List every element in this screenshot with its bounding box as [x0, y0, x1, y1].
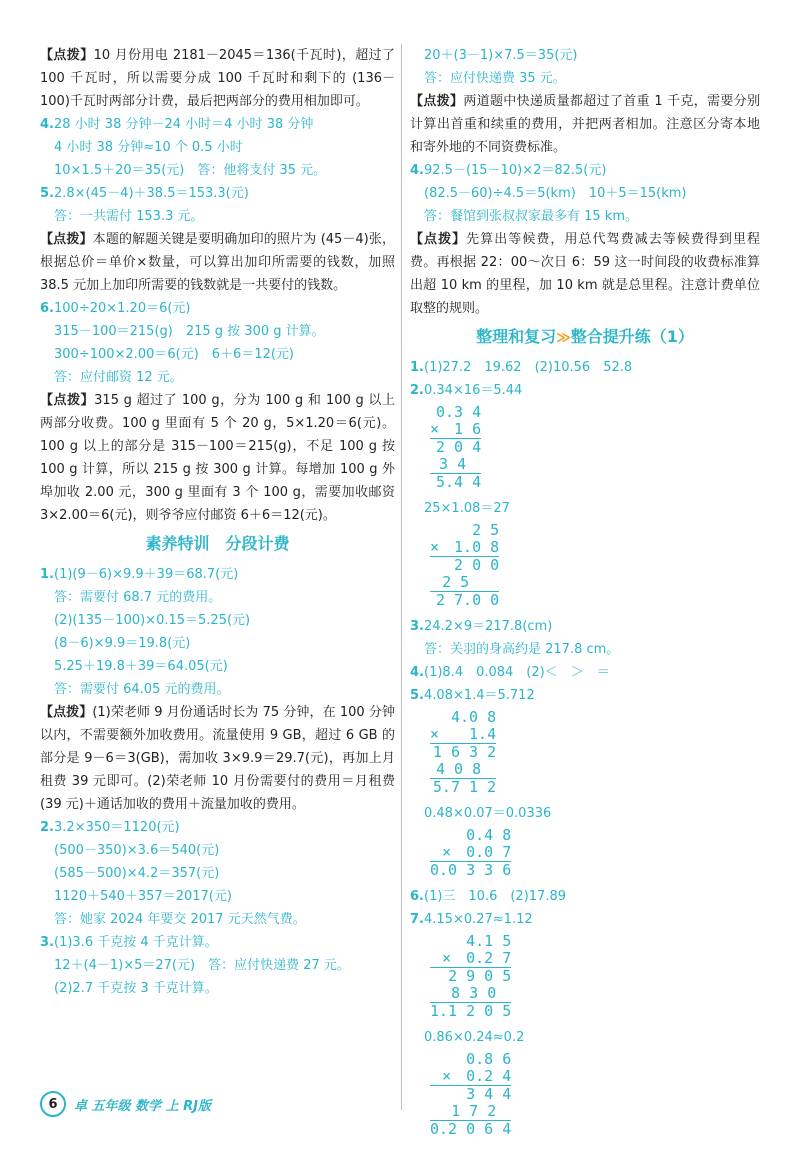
section-heading — [410, 322, 760, 352]
calc-row: 2 0 4 — [435, 438, 482, 456]
answer-line — [40, 839, 395, 862]
answer-text: 24.2×9＝217.8(cm) — [424, 619, 553, 634]
answer-line — [40, 678, 395, 701]
answer-text: (1)27.2 19.62 (2)10.56 52.8 — [424, 360, 633, 375]
tip-label: 【点拨】 — [40, 48, 94, 63]
answer-line — [40, 908, 395, 931]
right-column — [410, 44, 760, 1144]
heading-text: 整理和复习 — [476, 327, 557, 346]
calc-row: × 1.0 8 — [430, 538, 500, 556]
heading-subtext: 整合提升练（1） — [570, 327, 694, 346]
answer-line — [40, 816, 395, 839]
calc-row: × 0.0 7 — [430, 844, 511, 862]
vertical-calculation — [430, 933, 760, 1020]
calc-block — [430, 522, 499, 609]
answer-line — [40, 632, 395, 655]
answer-text: 92.5－(15－10)×2＝82.5(元) — [424, 163, 607, 178]
tip-text: (1)荣老师 9 月份通话时长为 75 分钟，在 100 分钟以内，不需要额外加收费用。流量使用 9 GB，超过 6 GB 的部分是 9－6＝3(GB)，需加收 3×9.9＝29.7(元)，再加上月租费 39 元即可。(2)荣老师 10 月份需要付的费用＝月租费(39 元)＋通话加收的费用＋流量加收的费用。 — [40, 705, 395, 812]
tip-paragraph — [40, 44, 395, 113]
calc-row: 4 0 8 — [430, 761, 496, 779]
answer-line — [410, 182, 760, 205]
calc-block — [430, 827, 511, 879]
tip-label: 【点拨】 — [40, 232, 93, 247]
answer-text: (500－350)×3.6＝540(元) — [54, 843, 220, 858]
question-number: 4. — [410, 163, 424, 178]
answer-text: 300÷100×2.00＝6(元) 6＋6＝12(元) — [54, 347, 294, 362]
calc-row: 4.1 5 — [466, 932, 512, 950]
answer-text: 20＋(3－1)×7.5＝35(元) — [424, 48, 578, 63]
tip-label: 【点拨】 — [40, 705, 93, 720]
answer-text: (8－6)×9.9＝19.8(元) — [54, 636, 191, 651]
answer-line — [40, 320, 395, 343]
calc-row: × 0.2 7 — [430, 950, 511, 968]
answer-line — [40, 205, 395, 228]
tip-paragraph — [410, 228, 760, 320]
page-footer — [40, 1092, 211, 1116]
answer-line — [410, 67, 760, 90]
tip-label: 【点拨】 — [410, 94, 464, 109]
answer-line — [410, 615, 760, 638]
tip-paragraph — [40, 701, 395, 816]
answer-line — [40, 977, 395, 1000]
answer-text: 答：需要付 68.7 元的费用。 — [54, 590, 222, 605]
answer-line — [410, 1026, 760, 1049]
answer-line — [40, 182, 395, 205]
answer-line — [410, 802, 760, 825]
answer-line — [410, 356, 760, 379]
book-brand: 卓 五年级 数学 上 RJ版 — [74, 1098, 211, 1114]
tip-paragraph — [410, 90, 760, 159]
calc-row: 1 7 2 — [430, 1103, 511, 1121]
calc-row: 0.2 0 6 4 — [430, 1120, 512, 1138]
tip-label: 【点拨】 — [40, 393, 95, 408]
vertical-calculation — [430, 522, 760, 609]
answer-line — [410, 44, 760, 67]
answer-line — [40, 113, 395, 136]
question-number: 6. — [410, 889, 424, 904]
question-number: 7. — [410, 912, 424, 927]
tip-label: 【点拨】 — [410, 232, 467, 247]
calc-row: × 0.2 4 — [430, 1068, 511, 1086]
question-number: 6. — [40, 301, 54, 316]
calc-row: 2 9 0 5 — [448, 967, 512, 985]
question-number: 5. — [410, 688, 424, 703]
question-number: 4. — [40, 117, 54, 132]
answer-text: (585－500)×4.2＝357(元) — [54, 866, 220, 881]
answer-text: 0.48×0.07＝0.0336 — [424, 806, 552, 821]
calc-row: 5.4 4 — [435, 473, 482, 491]
answer-line — [40, 609, 395, 632]
answer-line — [410, 908, 760, 931]
answer-text: 28 小时 38 分钟－24 小时＝4 小时 38 分钟 — [54, 117, 314, 132]
question-number: 2. — [40, 820, 54, 835]
calc-row: 1 6 3 2 — [432, 743, 497, 761]
calc-row: 0.4 8 — [466, 826, 512, 844]
answer-line — [410, 159, 760, 182]
calc-row: 4.0 8 — [450, 708, 497, 726]
answer-text: (1)三 10.6 (2)17.89 — [424, 889, 566, 904]
left-column — [40, 44, 395, 1000]
answer-text: 4 小时 38 分钟≈10 个 0.5 小时 — [54, 140, 243, 155]
calc-block — [430, 404, 481, 491]
question-number: 5. — [40, 186, 54, 201]
calc-row: 3 4 4 — [466, 1085, 512, 1103]
calc-block — [430, 709, 496, 796]
question-number: 4. — [410, 665, 424, 680]
answer-line — [40, 586, 395, 609]
answer-line — [410, 379, 760, 402]
calc-row: 2 7.0 0 — [435, 591, 500, 609]
answer-text: 10×1.5＋20＝35(元) 答：他将支付 35 元。 — [54, 163, 327, 178]
answer-line — [40, 885, 395, 908]
answer-text: 答：她家 2024 年要交 2017 元天然气费。 — [54, 912, 306, 927]
vertical-calculation — [430, 827, 760, 879]
calc-row: 2 0 0 — [454, 556, 500, 574]
page-number: 6 — [40, 1091, 66, 1117]
answer-text: 答：关羽的身高约是 217.8 cm。 — [424, 642, 620, 657]
answer-line — [40, 343, 395, 366]
calc-row: 0.8 6 — [466, 1050, 512, 1068]
question-number: 1. — [410, 360, 424, 375]
answer-text: 5.25＋19.8＋39＝64.05(元) — [54, 659, 228, 674]
answer-line — [410, 684, 760, 707]
calc-row: 8 3 0 — [430, 985, 511, 1003]
answer-line — [40, 954, 395, 977]
answer-text: (1)3.6 千克按 4 千克计算。 — [54, 935, 218, 950]
calc-row: × 1 6 — [430, 420, 482, 438]
answer-text: 1120＋540＋357＝2017(元) — [54, 889, 232, 904]
tip-text: 本题的解题关键是要明确加印的照片为 (45－4)张，根据总价＝单价×数量，可以算出加印所需要的钱数，加照 38.5 元加上加印所需要的钱数就是一共要付的钱数。 — [40, 232, 395, 293]
tip-text: 两道题中快递质量都超过了首重 1 千克，需要分别计算出首重和续重的费用，并把两者相加。注意区分寄本地和寄外地的不同资费标准。 — [410, 94, 760, 155]
calc-row: 0.3 4 — [435, 403, 482, 421]
answer-line — [40, 655, 395, 678]
answer-text: 3.2×350＝1120(元) — [54, 820, 180, 835]
answer-line — [40, 297, 395, 320]
calc-block — [430, 933, 511, 1020]
answer-line — [410, 885, 760, 908]
vertical-calculation — [430, 709, 760, 796]
calc-row: 5.7 1 2 — [432, 778, 497, 796]
answer-text: 答：应付邮资 12 元。 — [54, 370, 183, 385]
answer-line — [410, 661, 760, 684]
answer-text: (2)(135－100)×0.15＝5.25(元) — [54, 613, 251, 628]
calc-row: 2 5 — [430, 574, 499, 592]
tip-paragraph — [40, 389, 395, 527]
heading-text: 素养特训 分段计费 — [145, 534, 290, 553]
answer-text: 0.34×16＝5.44 — [424, 383, 523, 398]
answer-line — [40, 366, 395, 389]
answer-text: 0.86×0.24≈0.2 — [424, 1030, 525, 1045]
answer-text: 答：需要付 64.05 元的费用。 — [54, 682, 230, 697]
calc-row: 3 4 — [430, 456, 481, 474]
vertical-calculation — [430, 1051, 760, 1138]
answer-text: 4.08×1.4＝5.712 — [424, 688, 535, 703]
section-heading — [40, 529, 395, 559]
tip-text: 10 月份用电 2181－2045＝136(千瓦时)，超过了 100 千瓦时，所以需要分成 100 千瓦时和剩下的 (136－100)千瓦时两部分计费，最后把两部分的费用相加即可。 — [40, 48, 395, 109]
question-number: 1. — [40, 567, 54, 582]
answer-text: 25×1.08＝27 — [424, 501, 510, 516]
answer-text: (2)2.7 千克按 3 千克计算。 — [54, 981, 218, 996]
answer-text: 100÷20×1.20＝6(元) — [54, 301, 191, 316]
column-divider — [401, 44, 402, 1110]
question-number: 3. — [40, 935, 54, 950]
answer-text: 答：餐馆到张叔叔家最多有 15 km。 — [424, 209, 638, 224]
answer-text: (82.5－60)÷4.5＝5(km) 10＋5＝15(km) — [424, 186, 687, 201]
answer-line — [410, 497, 760, 520]
answer-text: (1)8.4 0.084 (2)＜ ＞ ＝ — [424, 665, 610, 680]
answer-text: 2.8×(45－4)＋38.5＝153.3(元) — [54, 186, 249, 201]
answer-text: 12＋(4－1)×5＝27(元) 答：应付快递费 27 元。 — [54, 958, 350, 973]
answer-line — [40, 563, 395, 586]
answer-line — [40, 159, 395, 182]
question-number: 2. — [410, 383, 424, 398]
answer-text: 315－100＝215(g) 215 g 按 300 g 计算。 — [54, 324, 325, 339]
answer-line — [40, 862, 395, 885]
tip-paragraph — [40, 228, 395, 297]
calc-row: 1.1 2 0 5 — [430, 1002, 512, 1020]
answer-line — [410, 638, 760, 661]
answer-text: 4.15×0.27≈1.12 — [424, 912, 533, 927]
calc-row: 2 5 — [472, 521, 500, 539]
question-number: 3. — [410, 619, 424, 634]
answer-text: 答：应付快递费 35 元。 — [424, 71, 566, 86]
answer-text: 答：一共需付 153.3 元。 — [54, 209, 204, 224]
calc-row: × 1.4 — [430, 725, 497, 743]
answer-text: (1)(9－6)×9.9＋39＝68.7(元) — [54, 567, 239, 582]
answer-line — [40, 931, 395, 954]
tip-text: 315 g 超过了 100 g，分为 100 g 和 100 g 以上两部分收费。100 g 里面有 5 个 20 g，5×1.20＝6(元)。100 g 以上的部分是 315－100＝215(g)，不足 100 g 按 100 g 计算，所以 215 g 按 300 g 计算。每增加 100 g 外埠加收 2.00 元，300 g 里面有 3 个 100 g，需要加收邮资 3×2.00＝6(元)，则爷爷应付邮资 6＋6＝12(元)。 — [40, 393, 395, 523]
heading-arrow-icon: ≫ — [556, 330, 571, 346]
tip-text: 先算出等候费，用总代驾费减去等候费得到里程费。再根据 22：00～次日 6：59 这一时间段的收费标准算出超 10 km 的里程，加 10 km 就是总里程。注意计费单位取整的规则。 — [410, 232, 760, 316]
calc-row: 0.0 3 3 6 — [430, 861, 512, 879]
vertical-calculation — [430, 404, 760, 491]
answer-line — [40, 136, 395, 159]
answer-line — [410, 205, 760, 228]
calc-block — [430, 1051, 511, 1138]
